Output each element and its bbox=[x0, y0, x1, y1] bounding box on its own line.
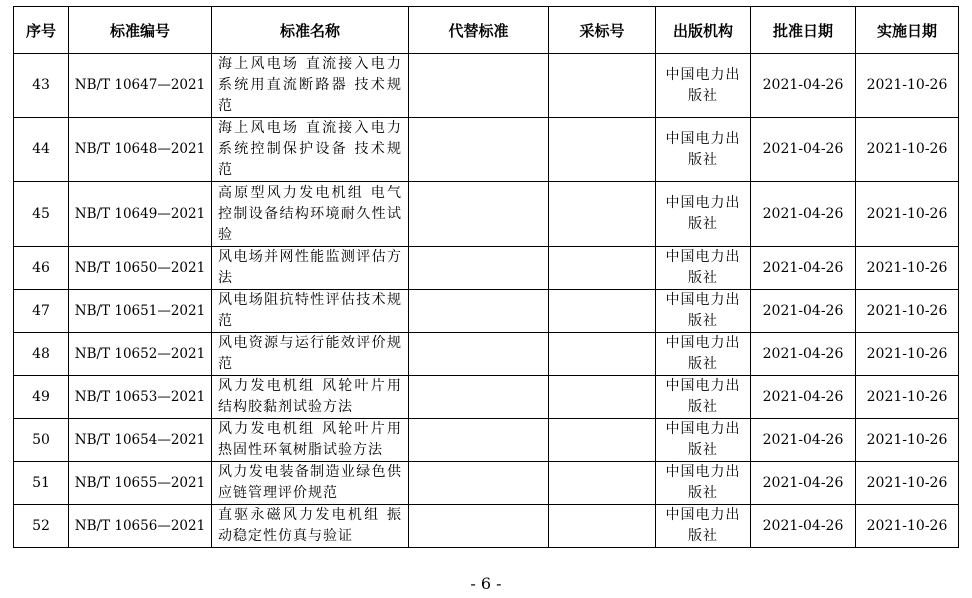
header-effective: 实施日期 bbox=[856, 7, 959, 54]
cell-effective: 2021-10-26 bbox=[856, 290, 959, 333]
cell-publisher: 中国电力出版社 bbox=[656, 419, 751, 462]
cell-approved: 2021-04-26 bbox=[751, 419, 856, 462]
cell-effective: 2021-10-26 bbox=[856, 376, 959, 419]
cell-publisher: 中国电力出版社 bbox=[656, 290, 751, 333]
cell-adopted bbox=[549, 462, 656, 505]
cell-no: 52 bbox=[14, 505, 69, 548]
cell-replaces bbox=[409, 376, 549, 419]
cell-code: NB/T 10653—2021 bbox=[69, 376, 212, 419]
cell-code: NB/T 10648—2021 bbox=[69, 118, 212, 182]
cell-effective: 2021-10-26 bbox=[856, 462, 959, 505]
cell-effective: 2021-10-26 bbox=[856, 419, 959, 462]
cell-code: NB/T 10652—2021 bbox=[69, 333, 212, 376]
cell-name: 风电场阻抗特性评估技术规范 bbox=[212, 290, 409, 333]
cell-replaces bbox=[409, 247, 549, 290]
cell-adopted bbox=[549, 333, 656, 376]
cell-publisher: 中国电力出版社 bbox=[656, 333, 751, 376]
cell-approved: 2021-04-26 bbox=[751, 290, 856, 333]
cell-approved: 2021-04-26 bbox=[751, 376, 856, 419]
header-name: 标准名称 bbox=[212, 7, 409, 54]
cell-replaces bbox=[409, 505, 549, 548]
header-publisher: 出版机构 bbox=[656, 7, 751, 54]
cell-name: 直驱永磁风力发电机组 振动稳定性仿真与验证 bbox=[212, 505, 409, 548]
table-row bbox=[14, 462, 959, 505]
cell-publisher: 中国电力出版社 bbox=[656, 54, 751, 118]
cell-code: NB/T 10654—2021 bbox=[69, 419, 212, 462]
cell-name: 风电资源与运行能效评价规范 bbox=[212, 333, 409, 376]
cell-approved: 2021-04-26 bbox=[751, 505, 856, 548]
cell-no: 47 bbox=[14, 290, 69, 333]
cell-effective: 2021-10-26 bbox=[856, 247, 959, 290]
cell-no: 49 bbox=[14, 376, 69, 419]
cell-approved: 2021-04-26 bbox=[751, 333, 856, 376]
cell-effective: 2021-10-26 bbox=[856, 54, 959, 118]
cell-adopted bbox=[549, 182, 656, 247]
cell-code: NB/T 10655—2021 bbox=[69, 462, 212, 505]
cell-effective: 2021-10-26 bbox=[856, 182, 959, 247]
cell-publisher: 中国电力出版社 bbox=[656, 505, 751, 548]
cell-adopted bbox=[549, 505, 656, 548]
cell-adopted bbox=[549, 419, 656, 462]
cell-adopted bbox=[549, 118, 656, 182]
cell-name: 海上风电场 直流接入电力系统用直流断路器 技术规范 bbox=[212, 54, 409, 118]
table-row bbox=[14, 376, 959, 419]
cell-name: 高原型风力发电机组 电气控制设备结构环境耐久性试验 bbox=[212, 182, 409, 247]
cell-approved: 2021-04-26 bbox=[751, 118, 856, 182]
cell-name: 风力发电装备制造业绿色供应链管理评价规范 bbox=[212, 462, 409, 505]
header-code: 标准编号 bbox=[69, 7, 212, 54]
cell-name: 风力发电机组 风轮叶片用热固性环氧树脂试验方法 bbox=[212, 419, 409, 462]
cell-code: NB/T 10649—2021 bbox=[69, 182, 212, 247]
cell-publisher: 中国电力出版社 bbox=[656, 462, 751, 505]
cell-publisher: 中国电力出版社 bbox=[656, 118, 751, 182]
table-row bbox=[14, 419, 959, 462]
cell-no: 48 bbox=[14, 333, 69, 376]
cell-adopted bbox=[549, 376, 656, 419]
cell-adopted bbox=[549, 54, 656, 118]
cell-replaces bbox=[409, 290, 549, 333]
cell-code: NB/T 10650—2021 bbox=[69, 247, 212, 290]
cell-replaces bbox=[409, 462, 549, 505]
cell-name: 海上风电场 直流接入电力系统控制保护设备 技术规范 bbox=[212, 118, 409, 182]
cell-replaces bbox=[409, 54, 549, 118]
table-row bbox=[14, 290, 959, 333]
cell-effective: 2021-10-26 bbox=[856, 333, 959, 376]
cell-publisher: 中国电力出版社 bbox=[656, 376, 751, 419]
cell-publisher: 中国电力出版社 bbox=[656, 182, 751, 247]
cell-approved: 2021-04-26 bbox=[751, 247, 856, 290]
cell-approved: 2021-04-26 bbox=[751, 182, 856, 247]
cell-no: 51 bbox=[14, 462, 69, 505]
table-row bbox=[14, 505, 959, 548]
cell-no: 44 bbox=[14, 118, 69, 182]
table-row bbox=[14, 333, 959, 376]
table-row bbox=[14, 182, 959, 247]
standards-table bbox=[13, 6, 959, 548]
cell-replaces bbox=[409, 118, 549, 182]
table-header-row bbox=[14, 7, 959, 54]
page-number: - 6 - bbox=[470, 574, 502, 593]
cell-adopted bbox=[549, 247, 656, 290]
cell-replaces bbox=[409, 182, 549, 247]
header-no: 序号 bbox=[14, 7, 69, 54]
cell-approved: 2021-04-26 bbox=[751, 54, 856, 118]
cell-no: 46 bbox=[14, 247, 69, 290]
table-row bbox=[14, 247, 959, 290]
header-replaces: 代替标准 bbox=[409, 7, 549, 54]
header-adopted: 采标号 bbox=[549, 7, 656, 54]
cell-no: 45 bbox=[14, 182, 69, 247]
cell-no: 50 bbox=[14, 419, 69, 462]
table-row bbox=[14, 54, 959, 118]
cell-approved: 2021-04-26 bbox=[751, 462, 856, 505]
cell-replaces bbox=[409, 419, 549, 462]
cell-publisher: 中国电力出版社 bbox=[656, 247, 751, 290]
header-approved: 批准日期 bbox=[751, 7, 856, 54]
cell-replaces bbox=[409, 333, 549, 376]
cell-code: NB/T 10647—2021 bbox=[69, 54, 212, 118]
cell-code: NB/T 10656—2021 bbox=[69, 505, 212, 548]
cell-effective: 2021-10-26 bbox=[856, 505, 959, 548]
cell-name: 风力发电机组 风轮叶片用结构胶黏剂试验方法 bbox=[212, 376, 409, 419]
cell-adopted bbox=[549, 290, 656, 333]
cell-code: NB/T 10651—2021 bbox=[69, 290, 212, 333]
cell-no: 43 bbox=[14, 54, 69, 118]
cell-effective: 2021-10-26 bbox=[856, 118, 959, 182]
cell-name: 风电场并网性能监测评估方法 bbox=[212, 247, 409, 290]
table-row bbox=[14, 118, 959, 182]
